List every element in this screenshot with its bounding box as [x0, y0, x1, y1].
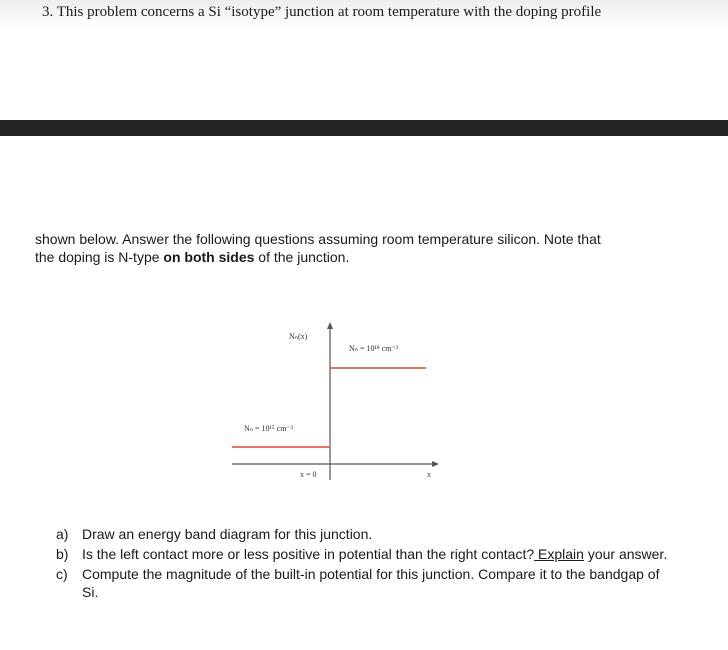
x-axis-arrowhead [432, 461, 439, 467]
question-text [82, 545, 676, 563]
doping-profile-svg [228, 320, 448, 495]
intro-line-2-bold: on both sides [163, 249, 255, 265]
intro-line-1: shown below. Answer the following questions assuming room temperature silicon. Note that [35, 231, 601, 247]
page-divider-band [0, 120, 728, 136]
doping-profile-figure [228, 320, 448, 495]
intro-line-2-pre: the doping is N-type [35, 249, 164, 265]
x-axis-label: x [427, 470, 431, 479]
problem-heading: 3. This problem concerns a Si “isotype” junction at room temperature with the doping profile [42, 4, 602, 20]
question-letter: b) [56, 546, 69, 562]
question-text: Draw an energy band diagram for this junction. [82, 526, 373, 542]
question-b-post: your answer. [583, 546, 668, 562]
intro-line-2 [35, 248, 675, 266]
question-a [56, 525, 676, 543]
origin-label: x = 0 [300, 470, 317, 479]
question-b-pre: Is the left contact more or less positive in potential than the right contact? [82, 546, 535, 562]
question-text: Compute the magnitude of the built-in potential for this junction. Compare it to the bandgap of Si. [82, 566, 660, 600]
question-list [56, 525, 676, 603]
right-doping-label: Nₙ = 10¹⁸ cm⁻³ [349, 344, 399, 353]
problem-intro [35, 230, 675, 266]
y-axis-arrowhead [327, 322, 333, 329]
question-letter: a) [56, 526, 69, 542]
y-axis-label: Nₙ(x) [289, 332, 308, 341]
question-letter: c) [56, 566, 68, 582]
left-doping-label: Nₙ = 10¹⁵ cm⁻³ [244, 424, 294, 433]
question-c [56, 565, 676, 601]
explain-underlined: Explain [534, 546, 584, 562]
intro-line-2-post: of the junction. [254, 249, 350, 265]
question-b [56, 545, 676, 563]
